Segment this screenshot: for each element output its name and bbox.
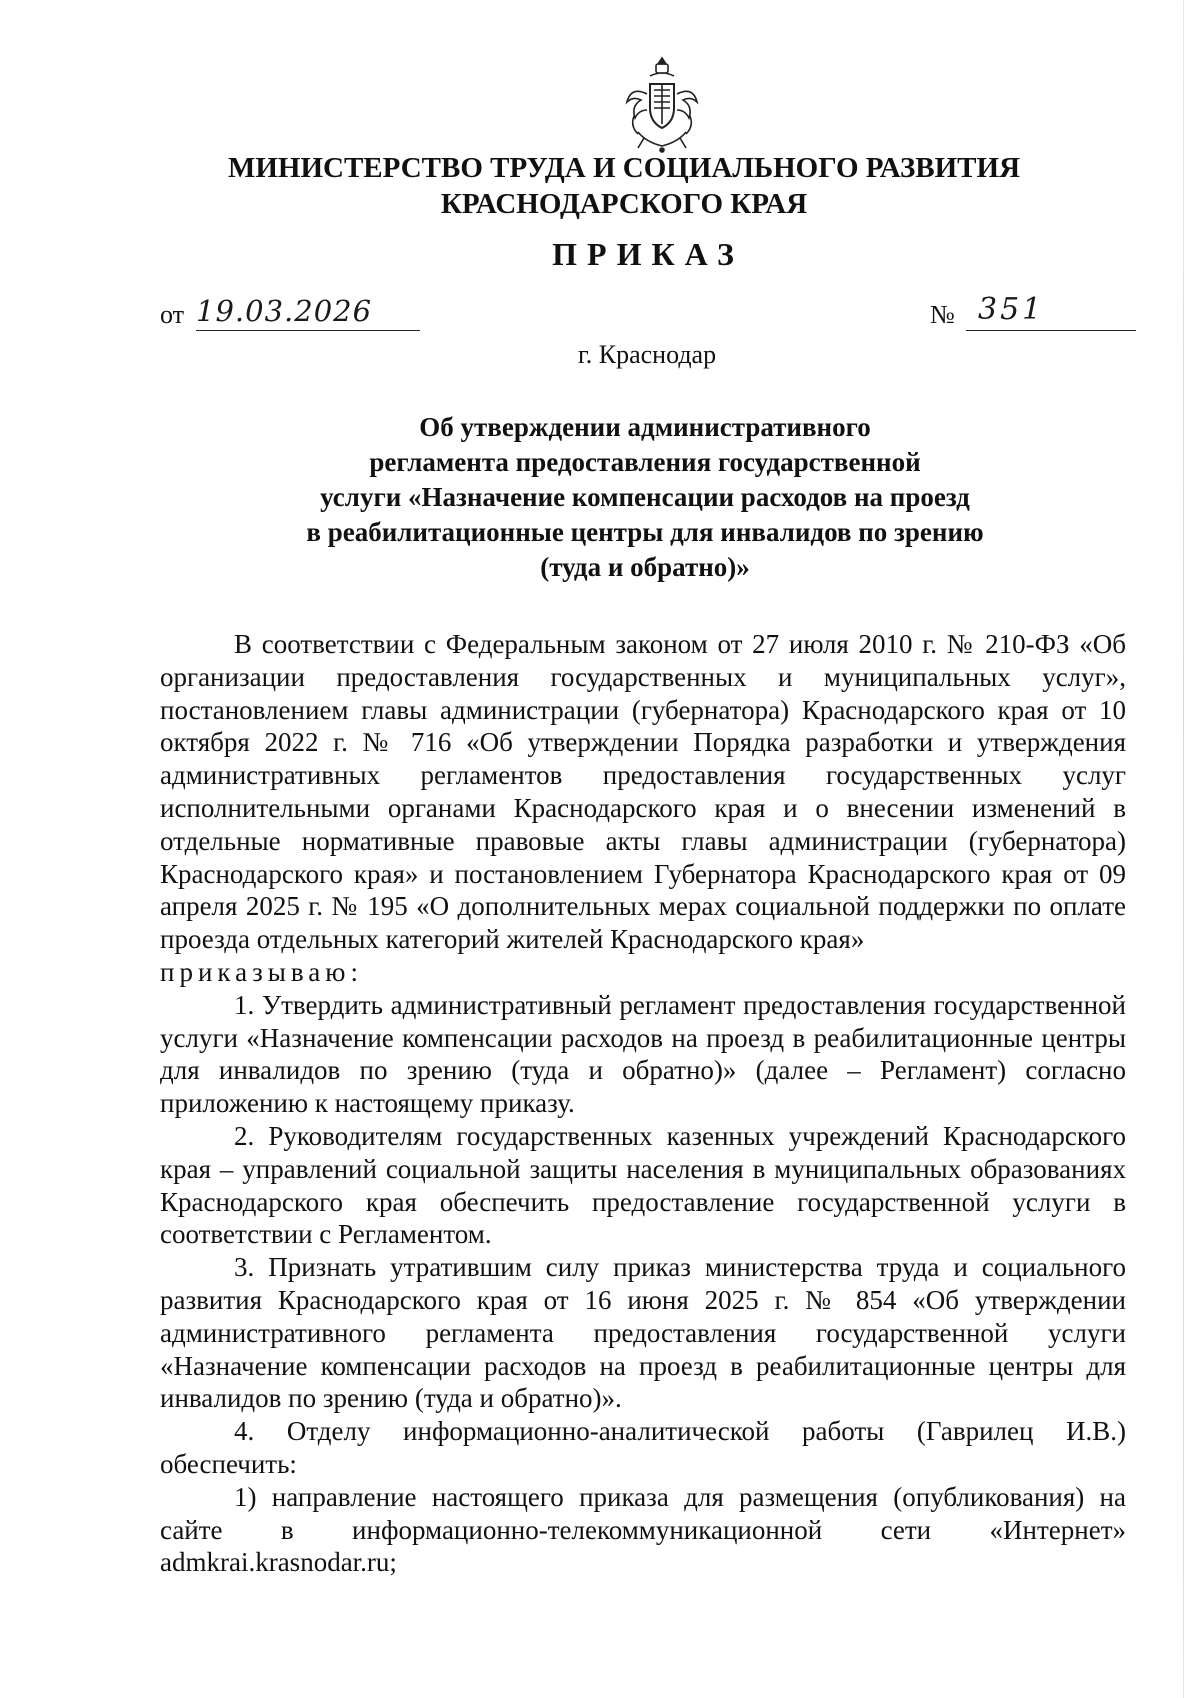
ministry-line-1: МИНИСТЕРСТВО ТРУДА И СОЦИАЛЬНОГО РАЗВИТИЯ [227,152,1021,184]
item-4-1-paragraph: 1) направление настоящего приказа для размещения (опубликования) на сайте в информационно-телекоммуникационной сети «Интернет» admkrai.krasnodar.ru; [160,1481,1126,1578]
city: г. Краснодар [578,340,717,369]
number-prefix: № [930,300,955,329]
order-body [160,628,1126,1579]
subject-line-5: (туда и обратно)» [540,552,750,582]
subject-line-2: регламента предоставления государственной [369,447,921,477]
date-underline [196,330,420,331]
item-4-paragraph: 4. Отделу информационно-аналитической работы (Гаврилец И.В.) обеспечить: [160,1416,1126,1479]
order-date: 19.03.2026 [196,294,373,328]
ministry-header [0,150,1200,222]
coat-of-arms-icon [620,54,704,154]
order-title: ПРИКАЗ [552,236,744,272]
preamble-paragraph: В соответствии с Федеральным законом от 27 июля 2010 г. № 210-ФЗ «Об организации предоставления государственных и муниципальных услуг», постановлением главы администрации (губернатора) Краснодарского края от 10 октября 2022 г. № 716 «Об утверждении Порядка разработки и утверждения административных регламентов предоставления государственных услуг исполнительными органами Краснодарского края и о внесении изменений в отдельные нормативные правовые акты главы администрации (губернатора) Краснодарского края» и постановлением Губернатора Краснодарского края от 09 апреля 2025 г. № 195 «О дополнительных мерах социальной поддержки по оплате проезда отдельных категорий жителей Краснодарского края» [160,629,1126,955]
order-number: 351 [978,292,1045,327]
order-subject [160,410,1130,585]
order-word [160,956,1126,989]
order-word-text: приказываю: [160,956,363,987]
subject-line-1: Об утверждении административного [419,412,871,442]
subject-line-4: в реабилитационные центры для инвалидов по зрению [306,517,984,547]
item-2-paragraph: 2. Руководителям государственных казенных учреждений Краснодарского края – управлений социальной защиты населения в муниципальных образованиях Краснодарского края обеспечить предоставление государственной услуги в соответствии с Регламентом. [160,1120,1126,1250]
item-3-paragraph: 3. Признать утратившим силу приказ министерства труда и социального развития Краснодарского края от 16 июня 2025 г. № 854 «Об утверждении административного регламента предоставления государственной услуги «Назначение компенсации расходов на проезд в реабилитационные центры для инвалидов по зрению (туда и обратно)». [160,1252,1126,1414]
number-underline [966,330,1136,331]
ministry-line-2: КРАСНОДАРСКОГО КРАЯ [440,188,808,220]
item-1-paragraph: 1. Утвердить административный регламент предоставления государственной услуги «Назначение компенсации расходов на проезд в реабилитационные центры для инвалидов по зрению (туда и обратно)» (далее – Регламент) согласно приложению к настоящему приказу. [160,989,1126,1119]
subject-line-3: услуги «Назначение компенсации расходов на проезд [320,482,970,512]
date-prefix: от [160,300,185,329]
